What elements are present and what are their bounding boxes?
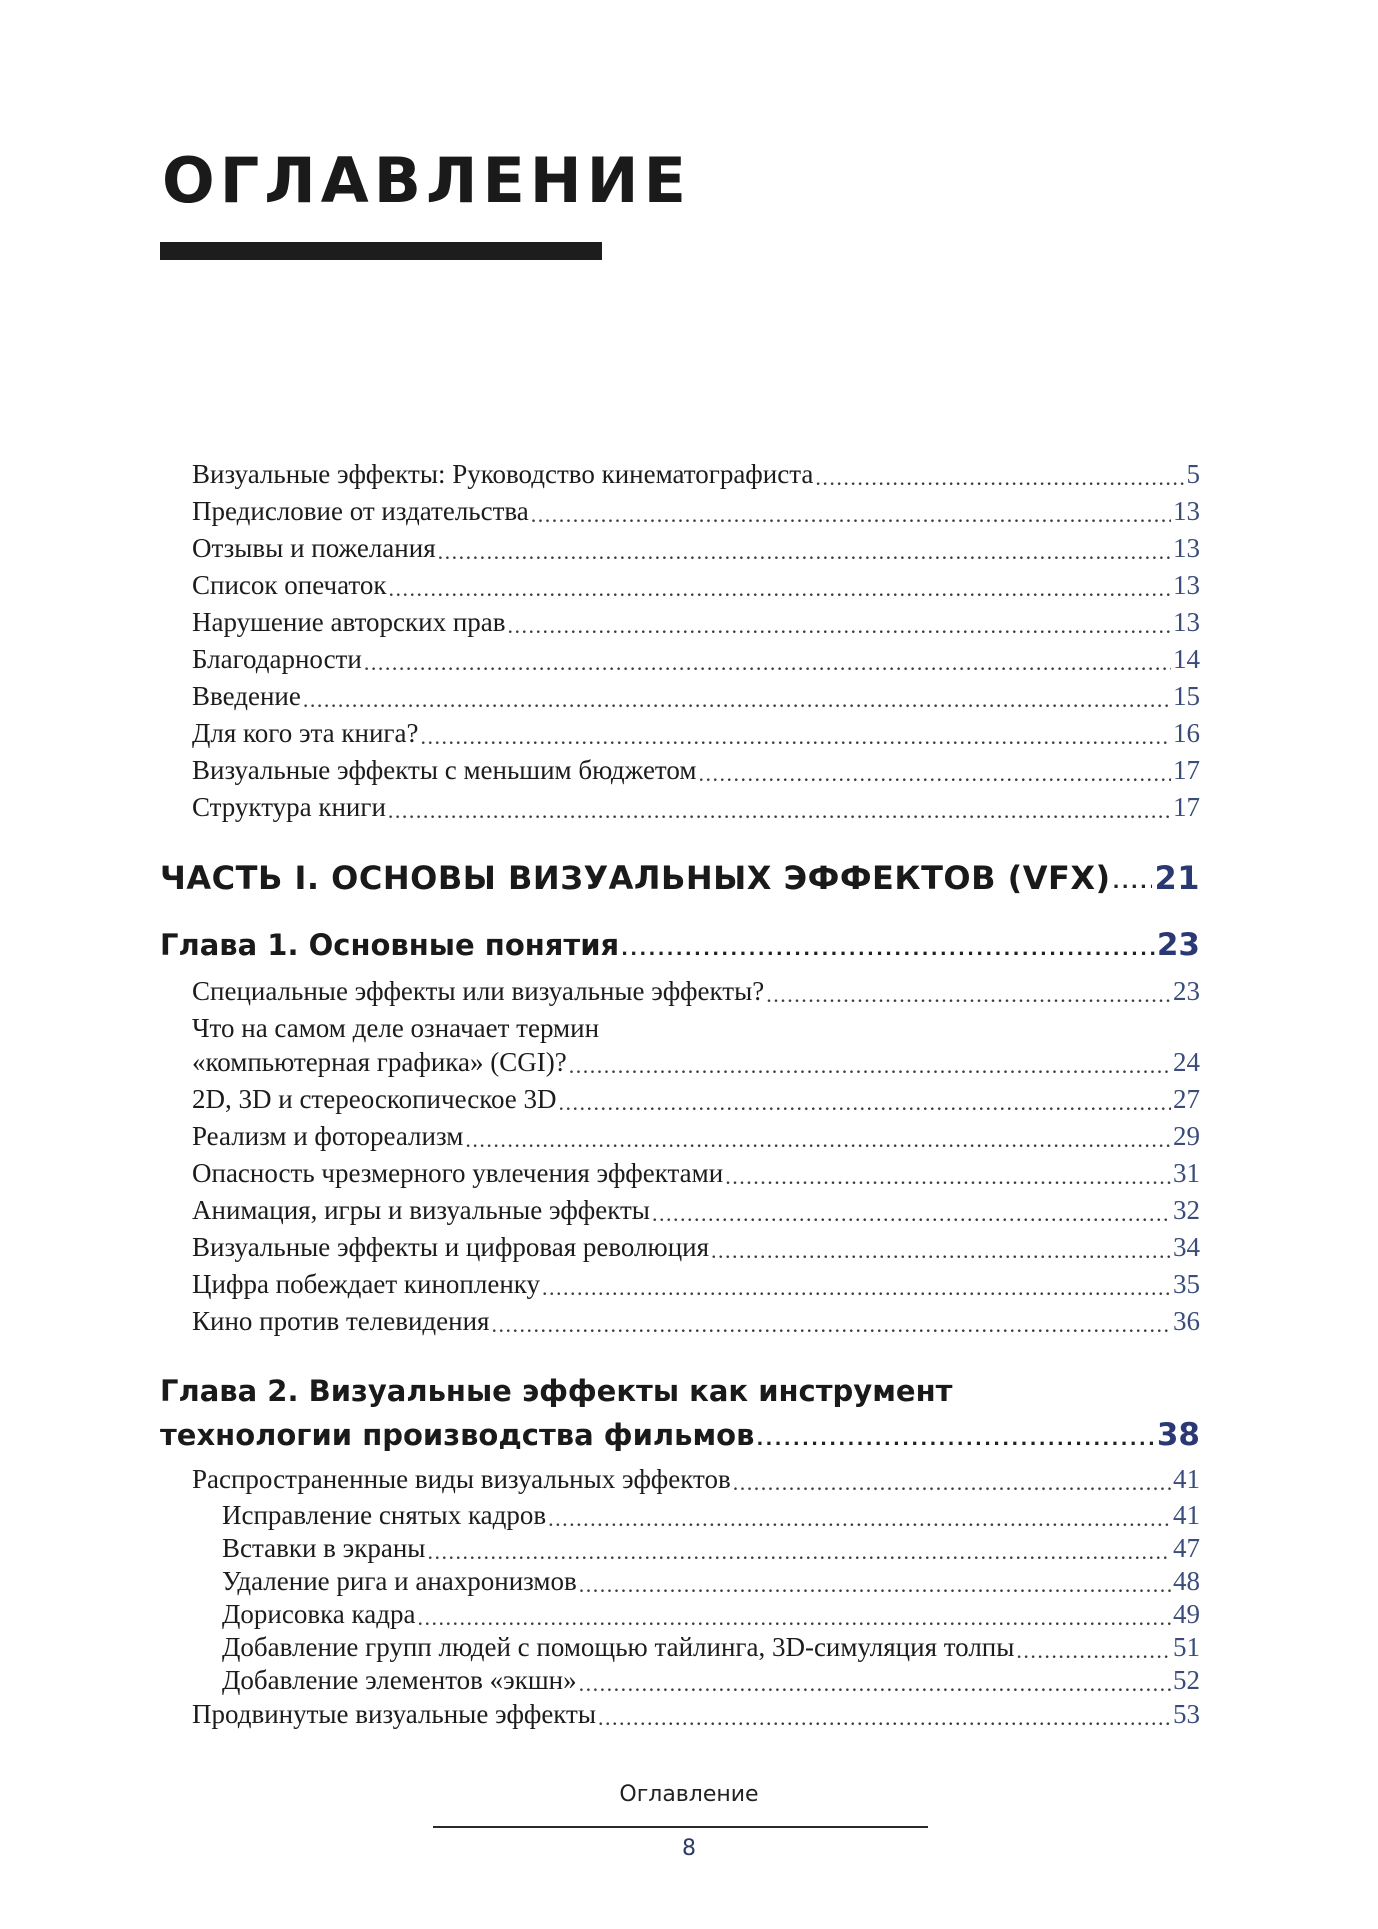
dot-leader xyxy=(303,685,1171,715)
toc-entry-title: Дорисовка кадра xyxy=(222,1599,416,1629)
toc-entry-title: Опасность чрезмерного увлечения эффектами xyxy=(192,1158,724,1188)
toc-entry-title: Структура книги xyxy=(192,792,386,822)
dot-leader xyxy=(756,1424,1154,1456)
toc-entry[interactable] xyxy=(192,1155,1200,1192)
dot-leader xyxy=(725,1162,1171,1192)
toc-entry-page: 51 xyxy=(1173,1632,1200,1662)
toc-entry[interactable] xyxy=(192,715,1200,752)
toc-entry-title: Для кого эта книга? xyxy=(192,718,419,748)
toc-entry-title: Кино против телевидения xyxy=(192,1306,490,1336)
running-footer-label: Оглавление xyxy=(619,1782,759,1807)
toc-entry-title: Список опечаток xyxy=(192,570,387,600)
toc-entry-page: 15 xyxy=(1173,681,1200,711)
toc-entry[interactable] xyxy=(192,567,1200,604)
toc-entry-page: 34 xyxy=(1173,1232,1200,1262)
toc-entry-title: Визуальные эффекты: Руководство кинематографиста xyxy=(192,459,814,489)
dot-leader xyxy=(465,1125,1171,1155)
toc-chapter-page: 23 xyxy=(1156,927,1200,963)
dot-leader xyxy=(508,611,1171,641)
toc-entry-title: Цифра побеждает кинопленку xyxy=(192,1269,541,1299)
dot-leader xyxy=(711,1236,1171,1266)
dot-leader xyxy=(766,980,1171,1010)
toc-entry-title: Анимация, игры и визуальные эффекты xyxy=(192,1195,650,1225)
toc-entry-page: 13 xyxy=(1173,496,1200,526)
toc-entry-title: Отзывы и пожелания xyxy=(192,533,436,563)
toc-entry-page: 17 xyxy=(1173,792,1200,822)
toc-entry[interactable] xyxy=(192,1081,1200,1118)
toc-entry-title: 2D, 3D и стереоскопическое 3D xyxy=(192,1084,557,1114)
dot-leader xyxy=(652,1199,1171,1229)
toc-entry-page: 29 xyxy=(1173,1121,1200,1151)
toc-entry[interactable] xyxy=(192,641,1200,678)
toc-entry[interactable] xyxy=(192,789,1200,826)
title-underline-bar xyxy=(160,242,602,260)
toc-entry-title: Исправление снятых кадров xyxy=(222,1500,547,1530)
toc-entry-title: «компьютерная графика» (CGI)? xyxy=(192,1047,567,1077)
toc-subentry[interactable] xyxy=(222,1530,1200,1567)
toc-entry-title: Вставки в экраны xyxy=(222,1533,426,1563)
dot-leader xyxy=(621,934,1155,966)
toc-chapter-title: Глава 1. Основные понятия xyxy=(160,928,620,962)
dot-leader xyxy=(364,648,1171,678)
toc-entry-page: 13 xyxy=(1173,570,1200,600)
dot-leader xyxy=(815,463,1184,493)
toc-part-page: 21 xyxy=(1154,859,1200,897)
dot-leader xyxy=(420,722,1171,752)
toc-entry-page: 36 xyxy=(1173,1306,1200,1336)
toc-entry[interactable] xyxy=(192,1266,1200,1303)
toc-entry-page: 27 xyxy=(1173,1084,1200,1114)
toc-entry[interactable] xyxy=(192,530,1200,567)
dot-leader xyxy=(579,1669,1171,1699)
footer-rule xyxy=(433,1826,928,1828)
toc-entry[interactable] xyxy=(192,1303,1200,1340)
toc-chapter-title-line1[interactable]: Глава 2. Визуальные эффекты как инструмент xyxy=(160,1374,953,1408)
toc-entry-page: 49 xyxy=(1173,1599,1200,1629)
dot-leader xyxy=(559,1088,1171,1118)
toc-entry[interactable] xyxy=(192,456,1200,493)
toc-entry-page: 41 xyxy=(1173,1500,1200,1530)
page-title: ОГЛАВЛЕНИЕ xyxy=(162,144,691,217)
toc-entry-title: Продвинутые визуальные эффекты xyxy=(192,1699,596,1729)
toc-entry[interactable] xyxy=(192,493,1200,530)
toc-entry-page: 41 xyxy=(1173,1464,1200,1494)
toc-entry-page: 52 xyxy=(1173,1665,1200,1695)
toc-entry-page: 13 xyxy=(1173,533,1200,563)
page-number: 8 xyxy=(682,1836,696,1861)
dot-leader xyxy=(542,1273,1171,1303)
toc-entry-title: Предисловие от издательства xyxy=(192,496,529,526)
toc-entry[interactable] xyxy=(192,1118,1200,1155)
toc-entry-page: 48 xyxy=(1173,1566,1200,1596)
toc-entry-title-line1[interactable]: Что на самом деле означает термин xyxy=(192,1013,600,1043)
toc-entry-title: Распространенные виды визуальных эффектов xyxy=(192,1464,731,1494)
toc-chapter-title: технологии производства фильмов xyxy=(160,1418,755,1452)
toc-entry[interactable] xyxy=(192,1696,1200,1733)
toc-entry-title: Добавление элементов «экшн» xyxy=(222,1665,577,1695)
dot-leader xyxy=(438,537,1171,567)
dot-leader xyxy=(1113,866,1153,900)
toc-subentry[interactable] xyxy=(222,1596,1200,1633)
toc-entry-title: Введение xyxy=(192,681,301,711)
toc-entry-title: Нарушение авторских прав xyxy=(192,607,506,637)
toc-part-heading[interactable] xyxy=(160,856,1200,900)
toc-entry-page: 24 xyxy=(1173,1047,1200,1077)
toc-entry[interactable] xyxy=(192,1461,1200,1498)
toc-entry-title: Благодарности xyxy=(192,644,362,674)
toc-part-title: ЧАСТЬ I. ОСНОВЫ ВИЗУАЛЬНЫХ ЭФФЕКТОВ (VFX) xyxy=(160,859,1111,897)
dot-leader xyxy=(698,759,1171,789)
dot-leader xyxy=(491,1310,1171,1340)
toc-entry-page: 16 xyxy=(1173,718,1200,748)
toc-entry-title: Удаление рига и анахронизмов xyxy=(222,1566,577,1596)
toc-entry-page: 13 xyxy=(1173,607,1200,637)
toc-entry[interactable] xyxy=(192,1192,1200,1229)
toc-entry-title: Добавление групп людей с помощью тайлинга, 3D-симуляция толпы xyxy=(222,1632,1015,1662)
toc-entry-page: 47 xyxy=(1173,1533,1200,1563)
toc-chapter-heading[interactable] xyxy=(160,1414,1200,1456)
toc-entry-page: 5 xyxy=(1186,459,1200,489)
toc-entry-title: Реализм и фотореализм xyxy=(192,1121,464,1151)
dot-leader xyxy=(531,500,1171,530)
toc-subentry[interactable] xyxy=(222,1563,1200,1600)
toc-entry-page: 35 xyxy=(1173,1269,1200,1299)
toc-entry-page: 53 xyxy=(1173,1699,1200,1729)
dot-leader xyxy=(598,1703,1171,1733)
toc-entry[interactable] xyxy=(192,1044,1200,1081)
dot-leader xyxy=(388,796,1171,826)
toc-entry-page: 32 xyxy=(1173,1195,1200,1225)
toc-entry-title: Визуальные эффекты и цифровая революция xyxy=(192,1232,710,1262)
toc-entry[interactable] xyxy=(192,678,1200,715)
toc-entry[interactable] xyxy=(192,973,1200,1010)
toc-entry[interactable] xyxy=(192,1229,1200,1266)
toc-entry-page: 17 xyxy=(1173,755,1200,785)
toc-chapter-page: 38 xyxy=(1156,1417,1200,1453)
toc-entry-title: Визуальные эффекты с меньшим бюджетом xyxy=(192,755,697,785)
toc-entry-page: 31 xyxy=(1173,1158,1200,1188)
toc-entry[interactable] xyxy=(192,752,1200,789)
dot-leader xyxy=(733,1468,1171,1498)
toc-entry[interactable] xyxy=(192,604,1200,641)
toc-subentry[interactable] xyxy=(222,1629,1200,1666)
toc-entry-title: Специальные эффекты или визуальные эффекты? xyxy=(192,976,765,1006)
toc-subentry[interactable] xyxy=(222,1662,1200,1699)
dot-leader xyxy=(388,574,1171,604)
toc-entry-page: 14 xyxy=(1173,644,1200,674)
toc-entry-page: 23 xyxy=(1173,976,1200,1006)
dot-leader xyxy=(569,1051,1171,1081)
toc-chapter-heading[interactable] xyxy=(160,924,1200,966)
toc-subentry[interactable] xyxy=(222,1497,1200,1534)
